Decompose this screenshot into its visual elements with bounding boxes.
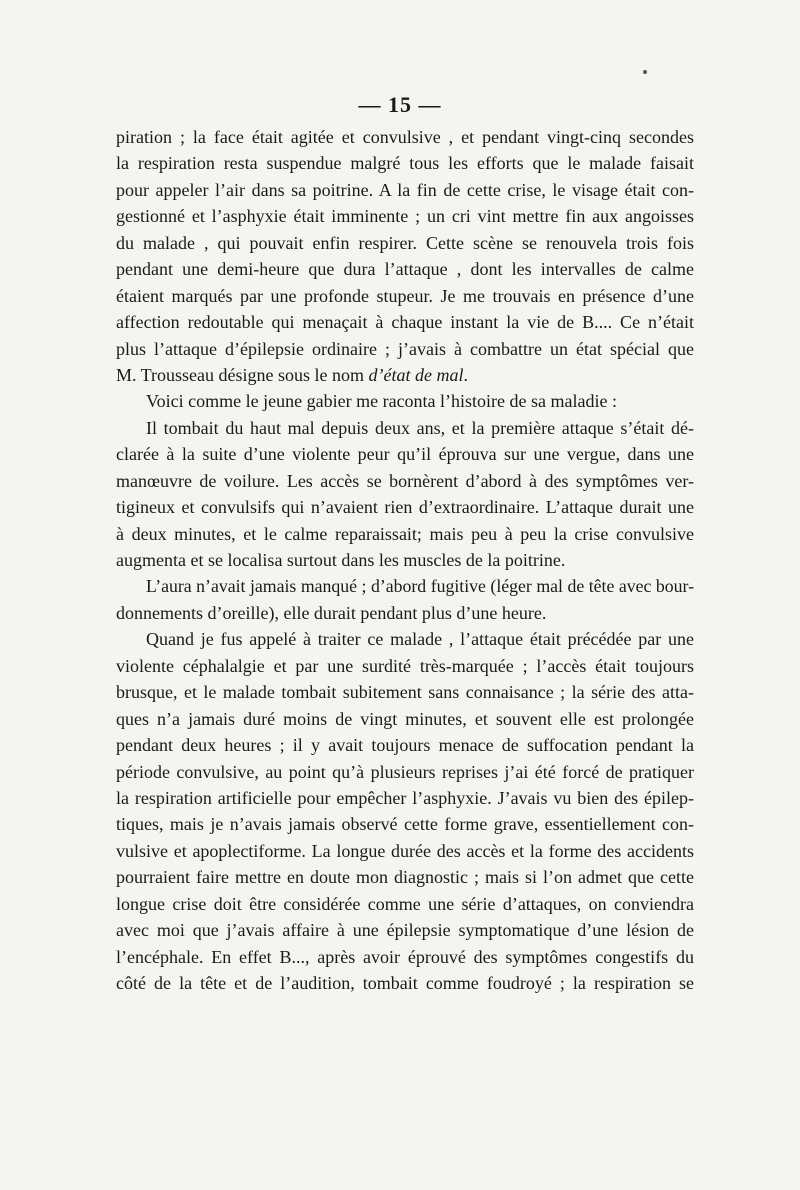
text-line: pourraient faire mettre en doute mon diagnostic ; mais si l’on admet que cette — [116, 867, 694, 888]
text-line: violente céphalalgie et par une surdité très-marquée ; l’accès était toujours — [116, 655, 694, 676]
text-line: pendant deux heures ; il y avait toujours menace de suffocation pendant la — [116, 735, 694, 756]
text-line: Il tombait du haut mal depuis deux ans, et la première attaque s’était dé- — [146, 417, 694, 438]
text-line: affection redoutable qui menaçait à chaque instant la vie de B.... Ce n’était — [116, 312, 694, 333]
text-line: la respiration artificielle pour empêcher l’asphyxie. J’avais vu bien des épilep- — [116, 787, 694, 808]
text-line: tiques, mais je n’avais jamais observé cette forme grave, essentiellement con- — [116, 814, 694, 835]
text-line: Voici comme le jeune gabier me raconta l’histoire de sa maladie : — [146, 391, 617, 412]
text-line: période convulsive, au point qu’à plusieurs reprises j’ai été forcé de pratiquer — [116, 761, 694, 782]
text-line: côté de la tête et de l’audition, tombait comme foudroyé ; la respiration se — [116, 973, 694, 993]
page-number: — 15 — — [358, 92, 442, 117]
text-line: Quand je fus appelé à traiter ce malade , l’attaque était précédée par une — [146, 629, 694, 650]
text-line: la respiration resta suspendue malgré tous les efforts que le malade faisait — [116, 153, 694, 174]
text-line: étaient marqués par une profonde stupeur. Je me trouvais en présence d’une — [116, 285, 694, 306]
text-line: tigineux et convulsifs qui n’avaient rien d’extraordinaire. L’attaque durait une — [116, 497, 694, 518]
text-line: avec moi que j’avais affaire à une épilepsie symptomatique d’une lésion de — [116, 920, 694, 941]
text-line: clarée à la suite d’une violente peur qu’il éprouva sur une vergue, dans une — [116, 444, 694, 465]
text-line: plus l’attaque d’épilepsie ordinaire ; j’avais à combattre un état spécial que — [116, 338, 694, 359]
text-line: piration ; la face était agitée et convulsive , et pendant vingt-cinq secondes — [116, 127, 694, 147]
print-speck — [643, 70, 647, 74]
text-line: brusque, et le malade tombait subitement sans connaisance ; la série des atta- — [116, 682, 694, 703]
text-line: longue crise doit être considérée comme une série d’attaques, on conviendra — [116, 893, 694, 914]
text-line: à deux minutes, et le calme reparaissait; mais peu à peu la crise convulsive — [116, 523, 694, 544]
text-line: gestionné et l’asphyxie était imminente ; un cri vint mettre fin aux angoisses — [116, 206, 694, 227]
emphasis-text: d’état de mal — [368, 364, 464, 385]
text-line: donnements d’oreille), elle durait pendant plus d’une heure. — [116, 602, 547, 623]
text-line: pendant une demi-heure que dura l’attaque , dont les intervalles de calme — [116, 259, 694, 280]
text-line: ques n’a jamais duré moins de vingt minutes, et souvent elle est prolongée — [116, 708, 694, 729]
text-line: L’aura n’avait jamais manqué ; d’abord fugitive (léger mal de tête avec bour- — [146, 576, 694, 597]
body-text — [116, 124, 694, 996]
text-line: manœuvre de voilure. Les accès se bornèrent d’abord à des symptômes ver- — [116, 470, 694, 491]
text-line: du malade , qui pouvait enfin respirer. Cette scène se renouvela trois fois — [116, 232, 694, 253]
text-line: vulsive et apoplectiforme. La longue durée des accès et la forme des accidents — [116, 840, 694, 861]
text-line: M. Trousseau désigne sous le nom d’état de mal. — [116, 364, 468, 385]
text-line: pour appeler l’air dans sa poitrine. A la fin de cette crise, le visage était con- — [116, 179, 694, 200]
text-line: augmenta et se localisa surtout dans les muscles de la poitrine. — [116, 550, 566, 570]
text-line: l’encéphale. En effet B..., après avoir éprouvé des symptômes congestifs du — [116, 946, 694, 967]
